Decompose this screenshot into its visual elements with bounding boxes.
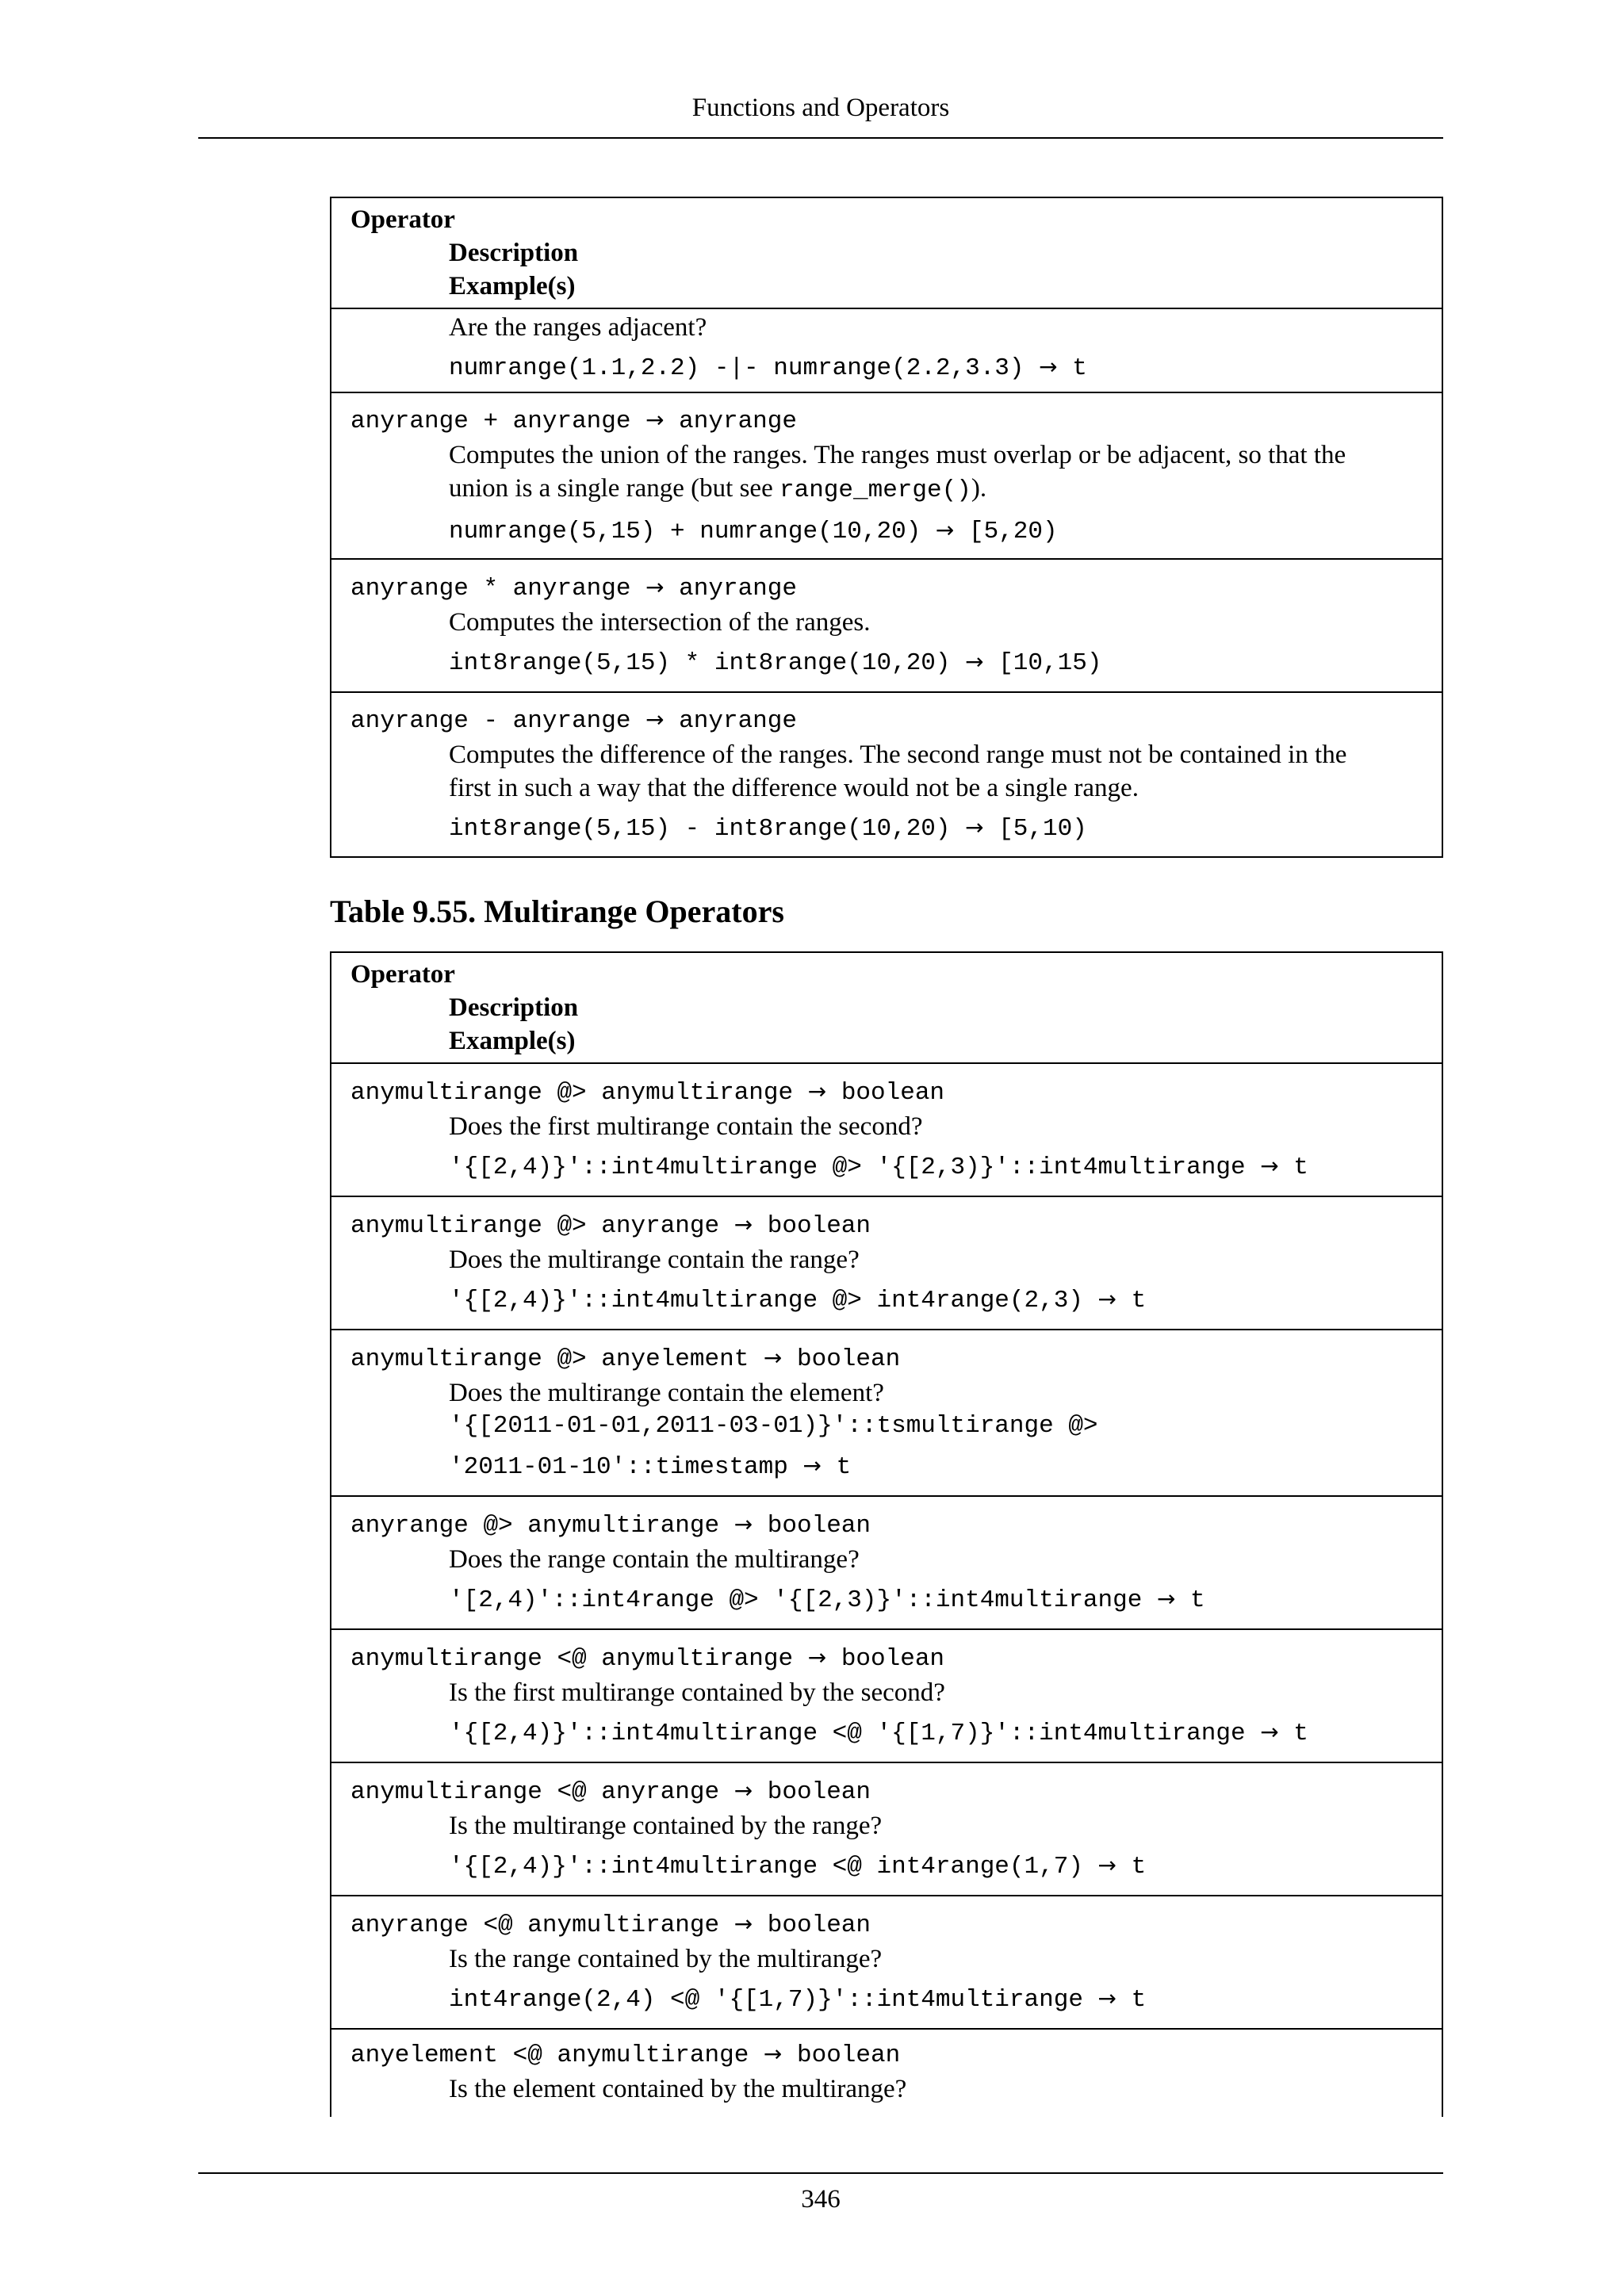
table-row xyxy=(331,693,1442,856)
row-example: '{[2,4)}'::int4multirange @> '{[2,3)}'::int4multirange → t xyxy=(449,1153,1308,1181)
column-examples: Example(s) xyxy=(449,1027,576,1055)
row-description: Computes the intersection of the ranges. xyxy=(449,608,871,637)
table-row xyxy=(331,309,1442,393)
range-operators-table-continued xyxy=(330,197,1443,858)
table-row xyxy=(331,560,1442,693)
row-description: Is the first multirange contained by the second? xyxy=(449,1678,945,1707)
row-example-line-1: '{[2011-01-01,2011-03-01)}'::tsmultirange @> xyxy=(449,1412,1098,1440)
row-description: Is the range contained by the multirange? xyxy=(449,1945,883,1973)
table-row xyxy=(331,1896,1442,2030)
header-rule xyxy=(198,137,1443,139)
row-description: Is the multirange contained by the range? xyxy=(449,1812,883,1840)
row-signature: anyelement <@ anymultirange → boolean xyxy=(350,2041,901,2069)
row-signature: anyrange @> anymultirange → boolean xyxy=(350,1511,871,1540)
page-number: 346 xyxy=(801,2185,841,2214)
multirange-operators-table xyxy=(330,951,1443,2117)
footer-rule xyxy=(198,2172,1443,2174)
table-row xyxy=(331,2030,1442,2118)
row-description: Does the first multirange contain the second? xyxy=(449,1112,923,1141)
table-row xyxy=(331,1497,1442,1630)
row-signature: anymultirange @> anyrange → boolean xyxy=(350,1211,871,1240)
row-signature: anyrange <@ anymultirange → boolean xyxy=(350,1911,871,1939)
row-example: numrange(1.1,2.2) -|- numrange(2.2,3.3) → t xyxy=(449,354,1087,382)
row-example: int8range(5,15) * int8range(10,20) → [10,15) xyxy=(449,649,1102,677)
table-caption: Table 9.55. Multirange Operators xyxy=(330,894,784,929)
row-description: Is the element contained by the multirange? xyxy=(449,2075,907,2103)
row-example: '[2,4)'::int4range @> '{[2,3)}'::int4multirange → t xyxy=(449,1586,1205,1614)
row-example: numrange(5,15) + numrange(10,20) → [5,20) xyxy=(449,516,1058,545)
column-operator: Operator xyxy=(350,205,455,234)
column-operator: Operator xyxy=(350,960,455,989)
row-signature: anyrange - anyrange → anyrange xyxy=(350,706,797,735)
page-header-title: Functions and Operators xyxy=(691,94,950,122)
column-description: Description xyxy=(449,993,579,1022)
table-row xyxy=(331,1064,1442,1197)
table-header xyxy=(331,953,1442,1064)
row-example-line-2: '2011-01-10'::timestamp → t xyxy=(449,1452,852,1481)
row-example: '{[2,4)}'::int4multirange <@ int4range(1,7) → t xyxy=(449,1852,1147,1881)
row-example: int4range(2,4) <@ '{[1,7)}'::int4multirange → t xyxy=(449,1985,1147,2014)
table-row xyxy=(331,1763,1442,1896)
row-description: Computes the difference of the ranges. The second range must not be contained in the first in such a way that the difference would not be a single range. xyxy=(449,740,1347,802)
row-description: Are the ranges adjacent? xyxy=(449,313,707,342)
row-signature: anyrange * anyrange → anyrange xyxy=(350,574,797,603)
row-example: int8range(5,15) - int8range(10,20) → [5,10) xyxy=(449,814,1087,843)
row-signature: anymultirange <@ anyrange → boolean xyxy=(350,1777,871,1806)
row-signature: anyrange + anyrange → anyrange xyxy=(350,406,797,435)
column-examples: Example(s) xyxy=(449,272,576,300)
column-description: Description xyxy=(449,239,579,267)
row-description: Does the range contain the multirange? xyxy=(449,1545,860,1574)
row-signature: anymultirange @> anyelement → boolean xyxy=(350,1345,901,1373)
table-row xyxy=(331,1197,1442,1330)
row-example: '{[2,4)}'::int4multirange <@ '{[1,7)}'::int4multirange → t xyxy=(449,1719,1308,1747)
row-description: Computes the union of the ranges. The ranges must overlap or be adjacent, so that the union is a single range (but see range_merge()). xyxy=(449,440,1346,504)
row-description: Does the multirange contain the element? xyxy=(449,1379,884,1407)
table-row xyxy=(331,1630,1442,1763)
table-row xyxy=(331,393,1442,560)
row-signature: anymultirange <@ anymultirange → boolean xyxy=(350,1644,945,1673)
table-row xyxy=(331,1330,1442,1497)
row-signature: anymultirange @> anymultirange → boolean xyxy=(350,1078,945,1107)
table-header xyxy=(331,198,1442,309)
row-example: '{[2,4)}'::int4multirange @> int4range(2,3) → t xyxy=(449,1286,1147,1314)
row-description: Does the multirange contain the range? xyxy=(449,1246,860,1274)
